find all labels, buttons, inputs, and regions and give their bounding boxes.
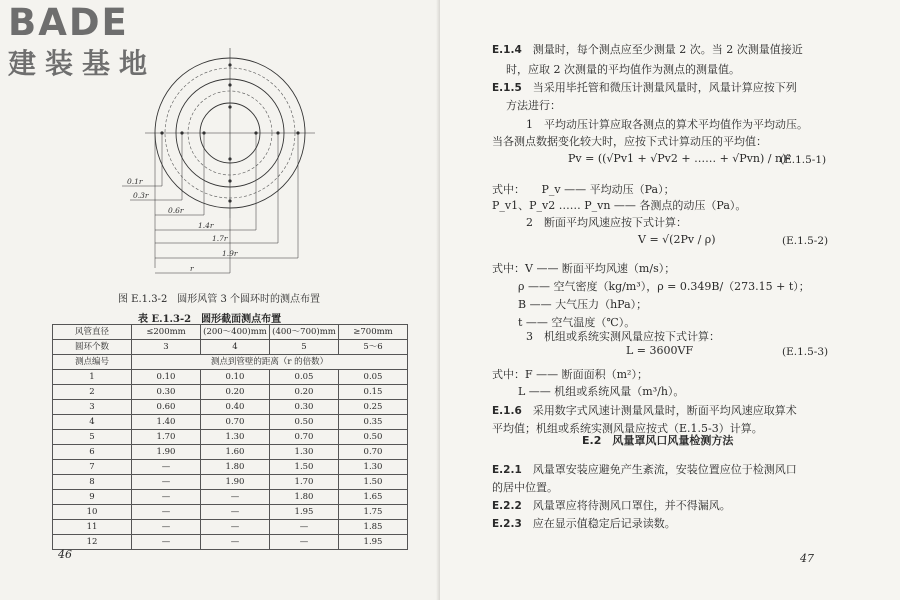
distance-cell: 0.05 (339, 370, 408, 385)
table-row (53, 490, 408, 505)
point-number-cell: 7 (53, 460, 132, 475)
point-number-cell: 8 (53, 475, 132, 490)
left-page (0, 0, 440, 600)
text-line (506, 98, 561, 114)
distance-cell: 0.20 (270, 385, 339, 400)
equation-number: (E.1.5-1) (780, 154, 827, 166)
header-cell: ≤200mm (132, 325, 201, 340)
point-number-cell: 5 (53, 430, 132, 445)
distance-cell: — (201, 535, 270, 550)
distance-cell: — (201, 490, 270, 505)
line-text: 1 平均动压计算应取各测点的算术平均值作为平均动压。 (526, 118, 808, 131)
distance-cell: — (132, 505, 201, 520)
line-text: 2 断面平均风速应按下式计算： (526, 216, 687, 229)
page-number: 46 (58, 548, 72, 561)
measuring-points-diagram (100, 40, 330, 280)
line-text: 测量时，每个测点应至少测量 2 次。当 2 次测量值接近 (532, 43, 803, 56)
section-heading: E.2 风量罩风口风量检测方法 (582, 434, 734, 447)
measuring-points-table (52, 324, 408, 550)
line-text: 式中：V —— 断面平均风速（m/s）； (492, 262, 676, 275)
text-line (492, 462, 797, 478)
logo-subtitle: 建装基地 (8, 47, 157, 80)
distance-cell: 1.90 (201, 475, 270, 490)
distance-cell: 1.50 (339, 475, 408, 490)
distance-cell: 1.40 (132, 415, 201, 430)
text-line (492, 80, 797, 96)
distance-cell: 0.20 (201, 385, 270, 400)
point-number-cell: 2 (53, 385, 132, 400)
distance-cell: 1.90 (132, 445, 201, 460)
distance-cell: 1.80 (270, 490, 339, 505)
header-cell: 风管直径 (53, 325, 132, 340)
distance-cell: 0.35 (339, 415, 408, 430)
distance-cell: 0.60 (132, 400, 201, 415)
distance-cell: 1.70 (132, 430, 201, 445)
logo-wordmark: BADE (8, 1, 129, 44)
line-text: 时，应取 2 次测量的平均值作为测点的测量值。 (506, 63, 740, 76)
label-1.7r: 1.7r (212, 234, 228, 243)
table-row (53, 445, 408, 460)
table-row (53, 460, 408, 475)
clause-number: E.1.5 (492, 82, 522, 94)
text-line (518, 297, 647, 313)
label-0.6r: 0.6r (168, 206, 184, 215)
clause-number: E.1.6 (492, 405, 522, 417)
table-row (53, 535, 408, 550)
line-text: P_v1、P_v2 …… P_vn —— 各测点的动压（Pa）。 (492, 199, 747, 212)
line-text: 风量罩安装应避免产生紊流，安装位置应位于检测风口 (532, 463, 797, 476)
table-row (53, 370, 408, 385)
point-number-cell: 12 (53, 535, 132, 550)
table-row (53, 400, 408, 415)
distance-cell: 1.65 (339, 490, 408, 505)
formula-volume: L = 3600VF (626, 344, 694, 357)
clause-number: E.2.3 (492, 518, 522, 530)
label-0.3r: 0.3r (133, 191, 149, 200)
distance-cell: — (270, 535, 339, 550)
distance-cell: 0.10 (132, 370, 201, 385)
point-number-cell: 9 (53, 490, 132, 505)
point-number-cell: 6 (53, 445, 132, 460)
text-line (492, 198, 746, 214)
label-0.1r: 0.1r (127, 177, 143, 186)
distance-cell: 0.10 (201, 370, 270, 385)
line-text: 采用数字式风速计测量风量时，断面平均风速应取算术 (532, 404, 797, 417)
distance-cell: — (132, 520, 201, 535)
table-row (53, 475, 408, 490)
text-line (492, 403, 797, 419)
distance-cell: — (132, 535, 201, 550)
line-text: 当各测点数据变化较大时，应按下式计算动压的平均值： (492, 135, 767, 148)
point-number-cell: 11 (53, 520, 132, 535)
figure-caption: 图 E.1.3-2 圆形风管 3 个圆环时的测点布置 (118, 294, 321, 305)
distance-cell: 0.70 (201, 415, 270, 430)
header-cell: ≥700mm (339, 325, 408, 340)
distance-cell: — (201, 520, 270, 535)
table-header-row (53, 340, 408, 355)
equation-number: (E.1.5-2) (782, 235, 829, 247)
distance-cell: 0.70 (339, 445, 408, 460)
distance-cell: 1.95 (339, 535, 408, 550)
label-1.9r: 1.9r (222, 249, 238, 258)
line-text: 当采用毕托管和微压计测量风量时，风量计算应按下列 (532, 81, 797, 94)
distance-cell: 0.30 (132, 385, 201, 400)
distance-cell: — (201, 505, 270, 520)
formula-average-pressure: Pv = ((√Pv1 + √Pv2 + …… + √Pvn) / n)² (568, 152, 791, 165)
line-text: 应在显示值稳定后记录读数。 (532, 517, 676, 530)
header-cell: 3 (132, 340, 201, 355)
label-1.4r: 1.4r (198, 221, 214, 230)
table-caption: 表 E.1.3-2 圆形截面测点布置 (138, 314, 282, 325)
text-line (518, 279, 810, 295)
distance-cell: 0.70 (270, 430, 339, 445)
distance-cell: 1.30 (270, 445, 339, 460)
header-cell: 5～6 (339, 340, 408, 355)
text-line (506, 62, 740, 78)
line-text: B —— 大气压力（hPa）； (518, 298, 648, 311)
table-header-row (53, 355, 408, 370)
table-row (53, 505, 408, 520)
distance-cell: 1.30 (339, 460, 408, 475)
formula-velocity: V = √(2Pv / ρ) (638, 233, 716, 246)
distance-cell: 1.70 (270, 475, 339, 490)
distance-cell: — (132, 475, 201, 490)
text-line (492, 42, 803, 58)
distance-cell: 0.40 (201, 400, 270, 415)
distance-cell: — (270, 520, 339, 535)
line-text: 式中： P_v —— 平均动压（Pa）； (492, 183, 675, 196)
table-row (53, 385, 408, 400)
distance-cell: 1.95 (270, 505, 339, 520)
table-body (53, 370, 408, 550)
distance-cell: 0.50 (339, 430, 408, 445)
clause-number: E.2.1 (492, 464, 522, 476)
line-text: 风量罩应将待测风口罩住，并不得漏风。 (532, 499, 731, 512)
text-line (526, 329, 720, 345)
line-text: 3 机组或系统实测风量应按下式计算： (526, 330, 720, 343)
distance-cell: 0.50 (270, 415, 339, 430)
point-number-cell: 3 (53, 400, 132, 415)
header-cell: 5 (270, 340, 339, 355)
text-line (492, 516, 676, 532)
distance-cell: — (132, 490, 201, 505)
distance-cell: 1.30 (201, 430, 270, 445)
text-line (518, 384, 684, 400)
header-cell: 测点编号 (53, 355, 132, 370)
point-number-cell: 4 (53, 415, 132, 430)
point-number-cell: 10 (53, 505, 132, 520)
point-number-cell: 1 (53, 370, 132, 385)
distance-cell: — (132, 460, 201, 475)
line-text: 平均值；机组或系统实测风量应按式（E.1.5-3）计算。 (492, 422, 763, 435)
clause-number: E.2.2 (492, 500, 522, 512)
text-line (492, 182, 675, 198)
distance-cell: 1.80 (201, 460, 270, 475)
table-row (53, 430, 408, 445)
line-text: 式中：F —— 断面面积（m²）； (492, 368, 648, 381)
header-cell: (200～400)mm (201, 325, 270, 340)
line-text: L —— 机组或系统风量（m³/h）。 (518, 385, 685, 398)
distance-cell: 0.30 (270, 400, 339, 415)
line-text: 的居中位置。 (492, 481, 558, 494)
text-line (492, 261, 675, 277)
clause-number: E.1.4 (492, 44, 522, 56)
text-line (492, 134, 767, 150)
distance-cell: 0.05 (270, 370, 339, 385)
distance-cell: 1.50 (270, 460, 339, 475)
header-cell: (400～700)mm (270, 325, 339, 340)
text-line (526, 215, 687, 231)
label-r: r (190, 264, 194, 273)
header-cell: 圆环个数 (53, 340, 132, 355)
line-text: ρ —— 空气密度（kg/m³），ρ = 0.349B/（273.15 + t）； (518, 280, 810, 293)
text-line (492, 498, 731, 514)
equation-number: (E.1.5-3) (782, 346, 829, 358)
distance-cell: 0.25 (339, 400, 408, 415)
table-row (53, 415, 408, 430)
distance-cell: 1.60 (201, 445, 270, 460)
right-page (440, 0, 900, 600)
table-row (53, 520, 408, 535)
line-text: t —— 空气温度（℃）。 (518, 316, 636, 329)
header-cell: 4 (201, 340, 270, 355)
line-text: 方法进行： (506, 99, 561, 112)
distance-cell: 1.75 (339, 505, 408, 520)
table-header-row (53, 325, 408, 340)
text-line (492, 367, 648, 383)
distance-cell: 1.85 (339, 520, 408, 535)
page-number: 47 (800, 552, 814, 565)
text-line (492, 480, 558, 496)
header-cell: 测点到管壁的距离（r 的倍数） (132, 355, 408, 370)
distance-cell: 0.15 (339, 385, 408, 400)
text-line (526, 117, 808, 133)
